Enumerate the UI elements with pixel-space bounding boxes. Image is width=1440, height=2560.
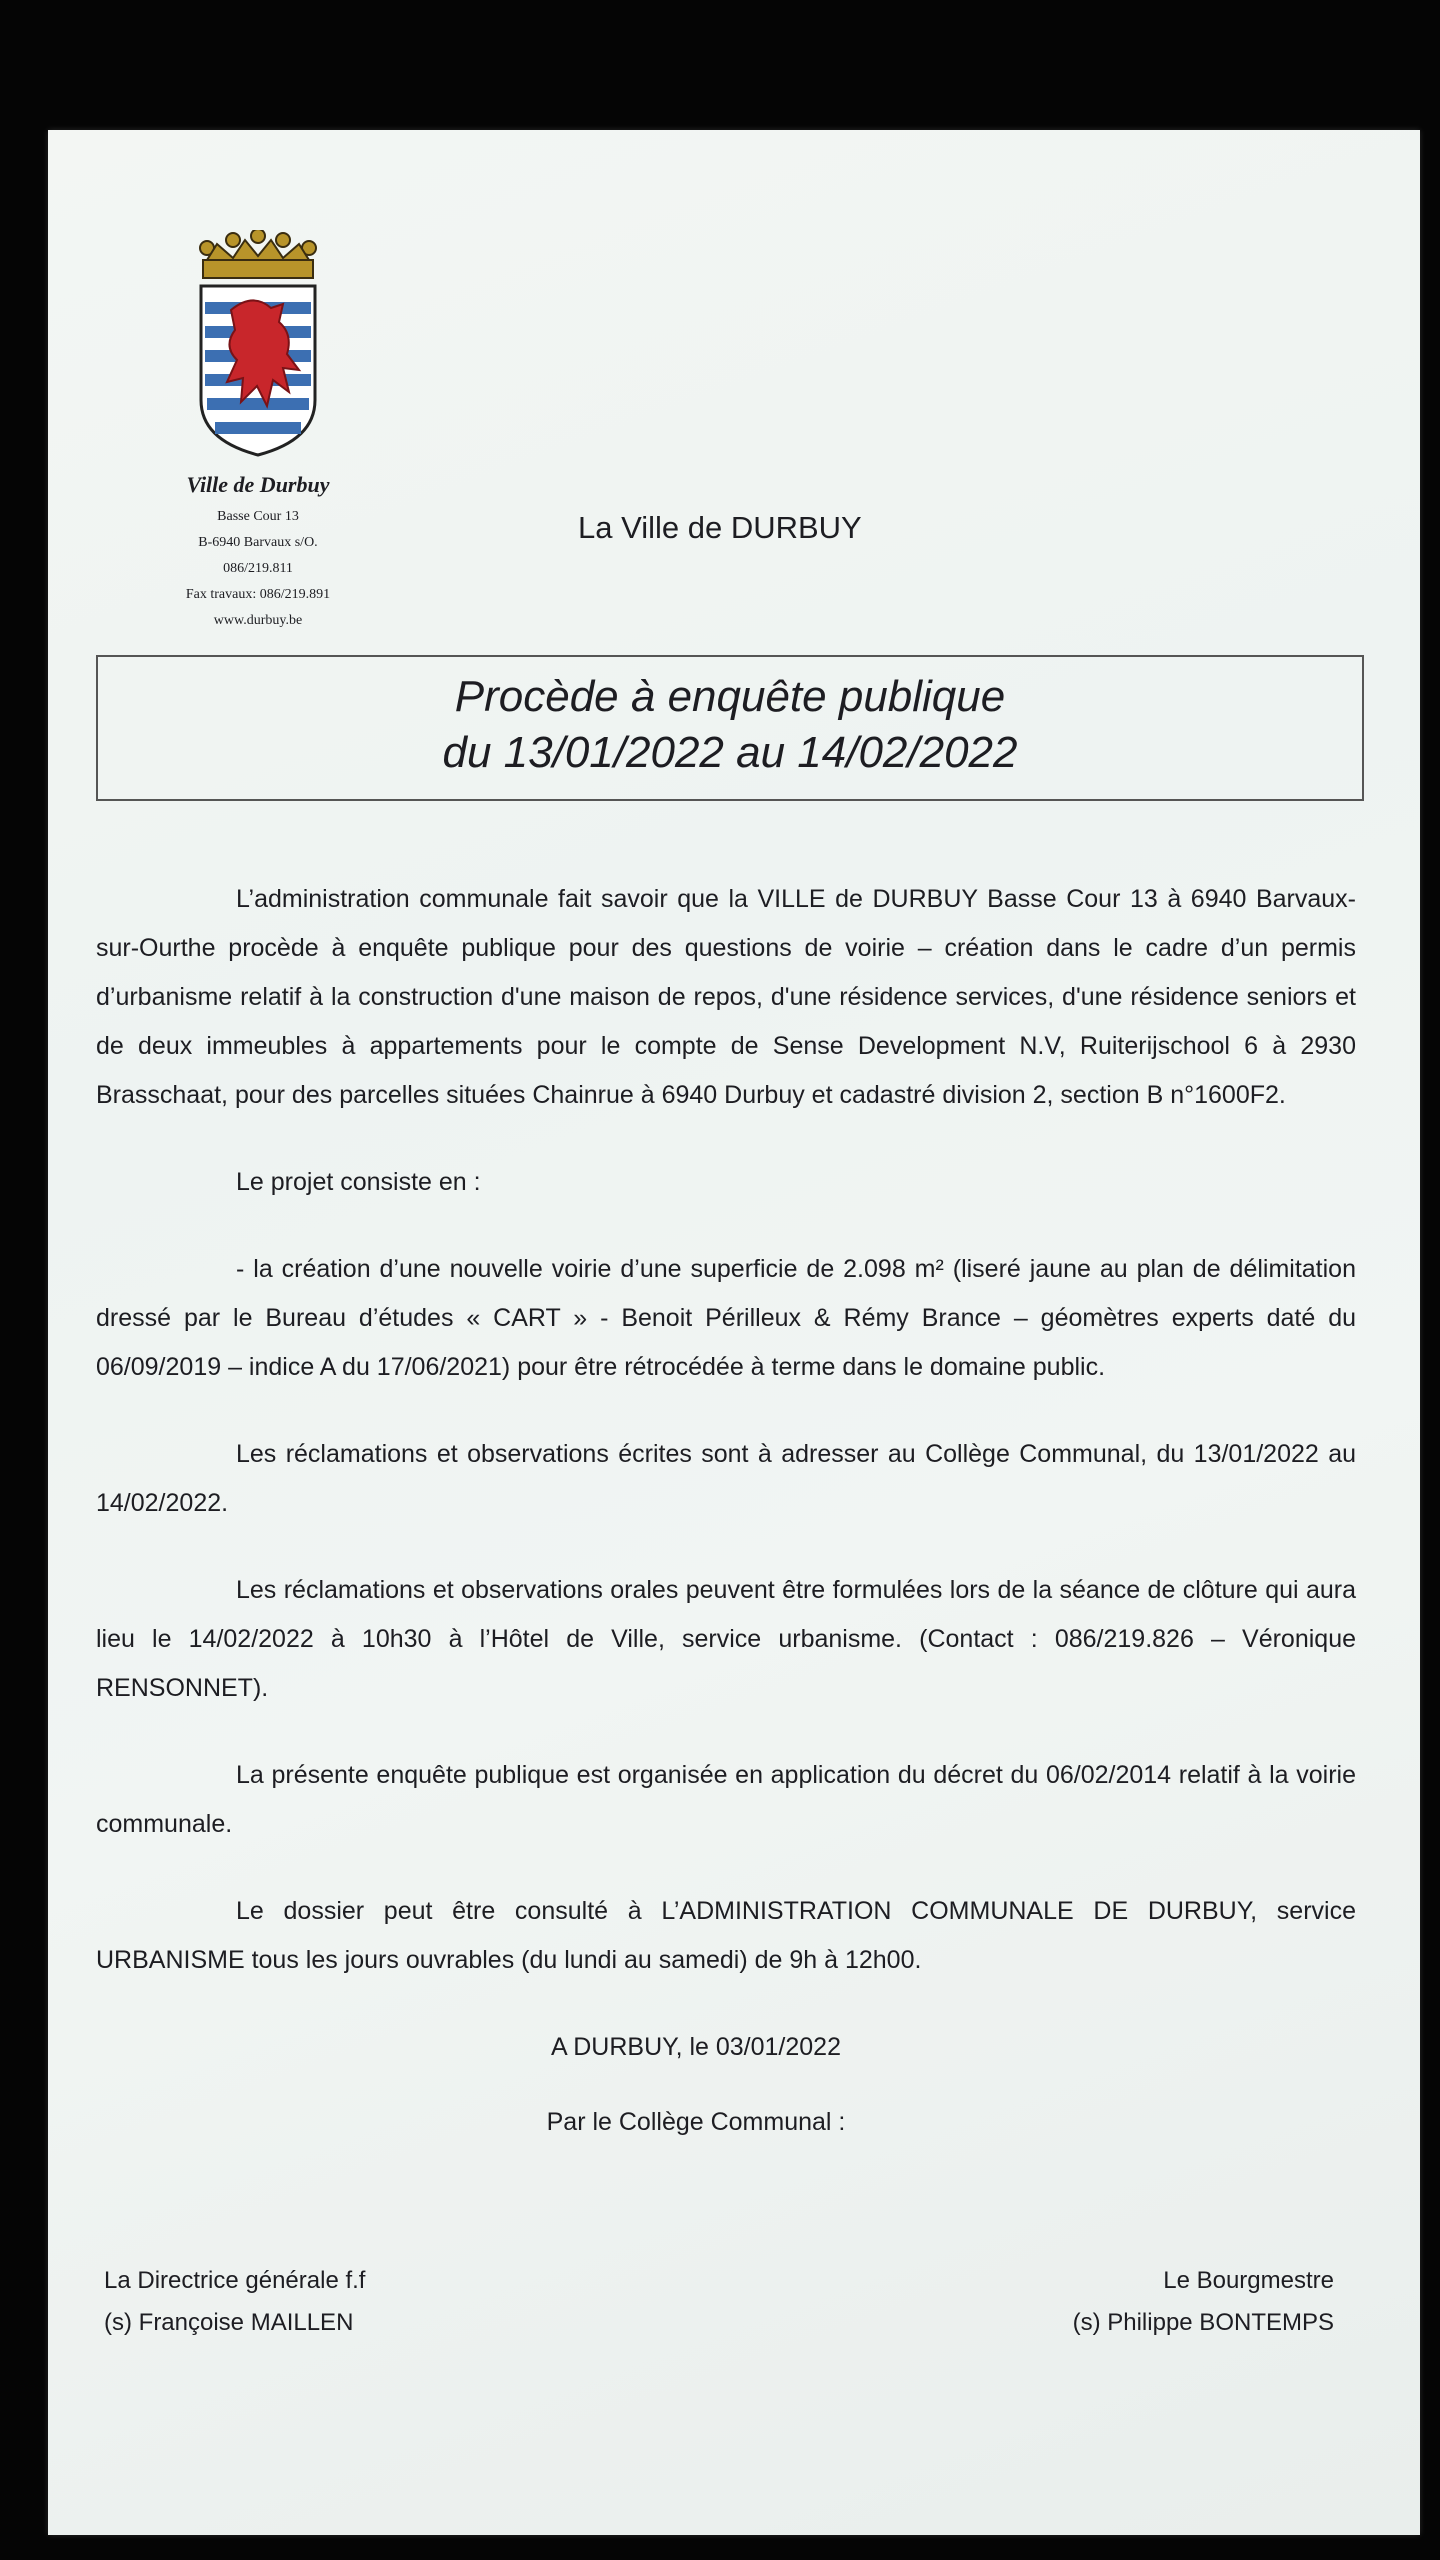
paragraph-written-claims: Les réclamations et observations écrites sont à adresser au Collège Communal, du 13/01/2022 au 14/02/2022. — [96, 1440, 1356, 1517]
by-college: Par le Collège Communal : — [546, 2108, 846, 2136]
town-name: Ville de Durbuy — [186, 472, 330, 497]
notice-title-box — [96, 655, 1364, 801]
paragraph-decree: La présente enquête publique est organisée en application du décret du 06/02/2014 relatif à la voirie communale. — [96, 1761, 1356, 1838]
town-logo-block — [148, 230, 368, 634]
header-title: La Ville de DURBUY — [578, 510, 862, 545]
notice-paper — [48, 130, 1420, 2535]
signature-left-role: La Directrice générale f.f — [104, 2267, 366, 2294]
phone-line: 086/219.811 — [223, 561, 293, 576]
signature-right — [1073, 2260, 1334, 2344]
address-line: B-6940 Barvaux s/O. — [198, 535, 318, 550]
notice-dates: du 13/01/2022 au 14/02/2022 — [442, 728, 1018, 777]
address-line: Basse Cour 13 — [217, 509, 299, 524]
signature-left — [104, 2260, 365, 2344]
notice-body — [96, 875, 1356, 2173]
website-line: www.durbuy.be — [213, 613, 303, 628]
signature-right-role: Le Bourgmestre — [1163, 2267, 1334, 2294]
paragraph-oral-claims: Les réclamations et observations orales peuvent être formulées lors de la séance de clôture qui aura lieu le 14/02/2022 à 10h30 à l’Hôtel de Ville, service urbanisme. (Contact : 086/219.826 – Véronique RENSONNET). — [96, 1576, 1356, 1702]
town-crest-icon — [193, 230, 323, 460]
notice-title: Procède à enquête publique — [454, 672, 1006, 721]
place-date: A DURBUY, le 03/01/2022 — [550, 2033, 841, 2061]
fax-line: Fax travaux: 086/219.891 — [185, 587, 331, 602]
paragraph-project: Le projet consiste en : — [236, 1168, 481, 1196]
paragraph-project-detail: - la création d’une nouvelle voirie d’une superficie de 2.098 m² (liseré jaune au plan de délimitation dressé par le Bureau d’études « CART » - Benoit Périlleux & Rémy Brance – géomètres experts daté du 06/09/2019 – indice A du 17/06/2021) pour être rétrocédée à terme dans le domaine public. — [96, 1255, 1356, 1381]
paragraph-consultation: Le dossier peut être consulté à L’ADMINISTRATION COMMUNALE DE DURBUY, service URBANISME tous les jours ouvrables (du lundi au samedi) de 9h à 12h00. — [96, 1897, 1356, 1974]
signature-left-name: (s) Françoise MAILLEN — [104, 2309, 354, 2336]
paragraph-intro: L’administration communale fait savoir que la VILLE de DURBUY Basse Cour 13 à 6940 Barvaux-sur-Ourthe procède à enquête publique pour des questions de voirie – création dans le cadre d’un permis d’urbanisme relatif à la construction d'une maison de repos, d'une résidence services, d'une résidence seniors et de deux immeubles à appartements pour le compte de Sense Development N.V, Ruiterijschool 6 à 2930 Brasschaat, pour des parcelles situées Chainrue à 6940 Durbuy et cadastré division 2, section B n°1600F2. — [96, 885, 1356, 1109]
signature-right-name: (s) Philippe BONTEMPS — [1072, 2309, 1334, 2336]
